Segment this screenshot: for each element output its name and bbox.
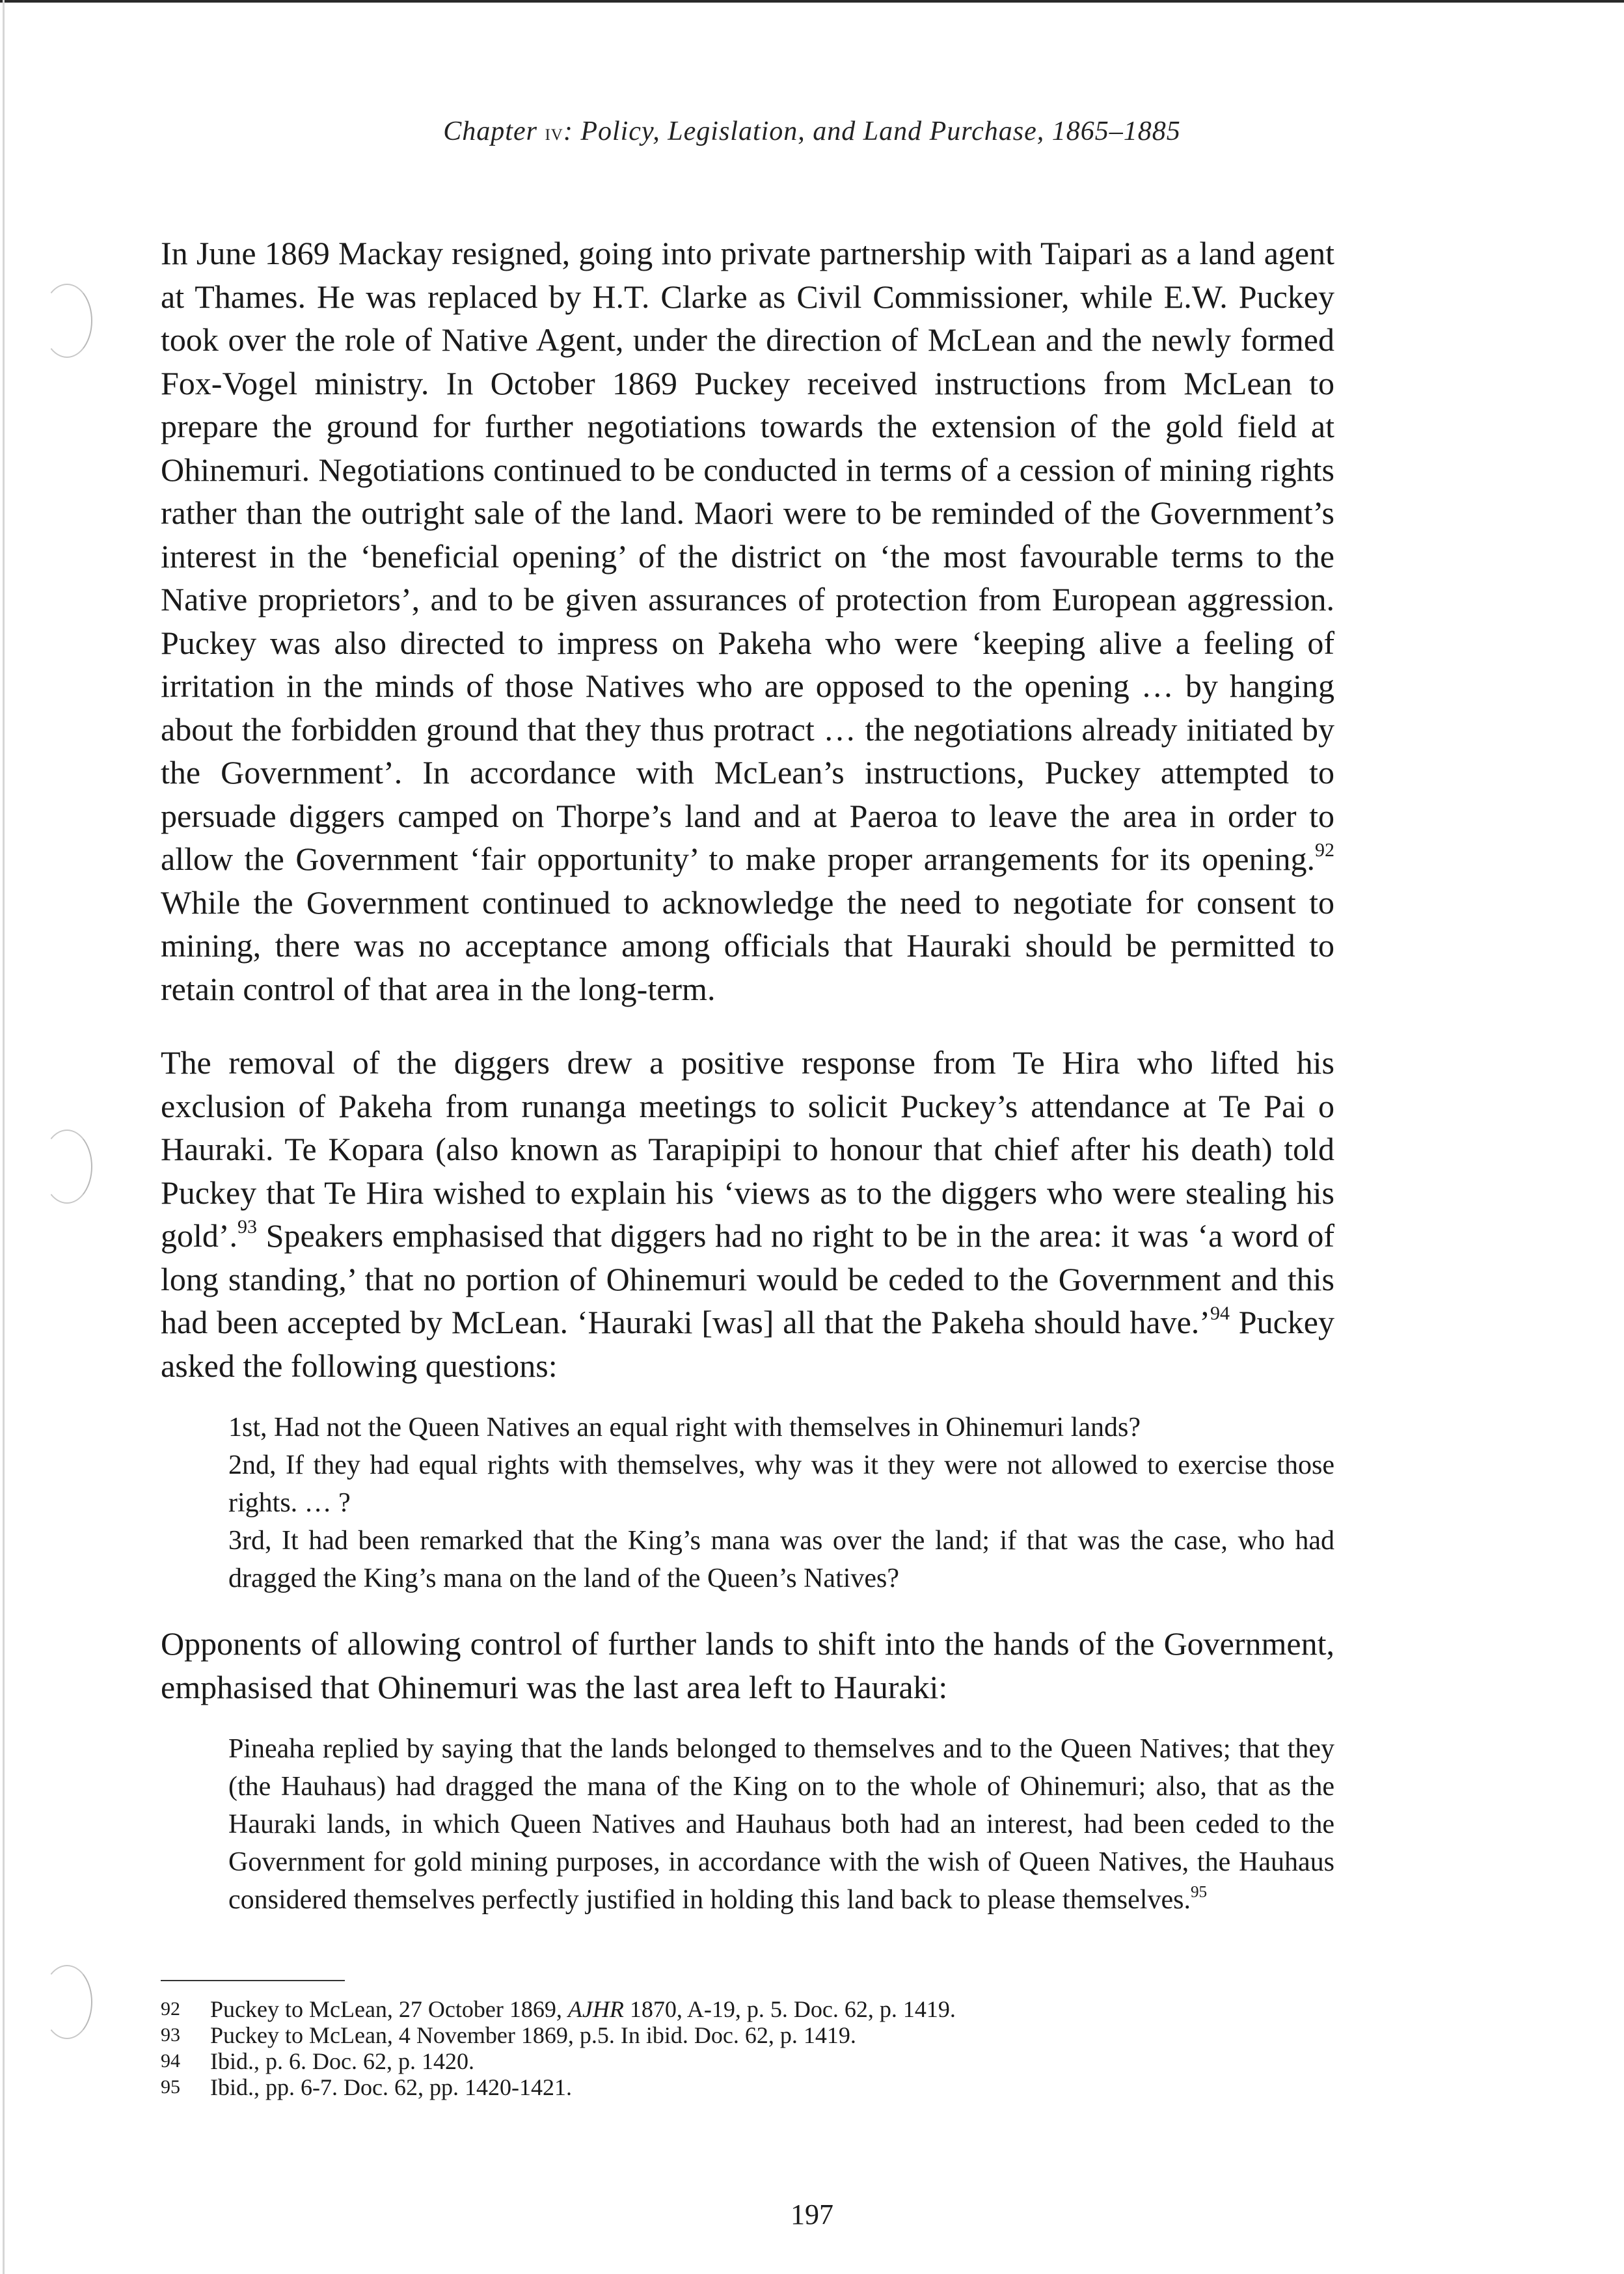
footnote (161, 1996, 1334, 2022)
footnote-ref[interactable]: 93 (237, 1216, 258, 1238)
footnote-ref[interactable]: 92 (1315, 839, 1334, 861)
paragraph-2 (161, 1041, 1334, 1387)
footnote-number: 94 (161, 2050, 180, 2072)
running-header (0, 116, 1624, 147)
quote-line: 2nd, If they had equal rights with themselves, why was it they were not allowed to exercise those rights. … ? (228, 1450, 1334, 1518)
binder-hole-mark (42, 1965, 92, 2039)
footnote-text: Ibid., p. 6. Doc. 62, p. 1420. (210, 2048, 474, 2074)
footnote (161, 2048, 1334, 2074)
footnote-separator (161, 1980, 345, 1981)
paragraph-text: In June 1869 Mackay resigned, going into private partnership with Taipari as a land agent at Thames. He was replaced by H.T. Clarke as Civil Commissioner, while E.W. Puckey took over the role of Native Agent, under the direction of McLean and the newly formed Fox-Vogel ministry. In October 1869 Puckey received instructions from McLean to prepare the ground for further negotiations towards the extension of the gold field at Ohinemuri. Negotiations continued to be conducted in terms of a cession of mining rights rather than the outright sale of the land. Maori were to be reminded of the Government’s interest in the ‘beneficial opening’ of the district on ‘the most favourable terms to the Native proprietors’, and to be given assurances of protection from European aggression. Puckey was also directed to impress on Pakeha who were ‘keeping alive a feeling of irritation in the minds of those Natives who are opposed to the opening … by hanging about the forbidden ground that they thus protract … the negotiations already initiated by the Government’. In accordance with McLean’s instructions, Puckey attempted to persuade diggers camped on Thorpe’s land and at Paeroa to leave the area in order to allow the Government ‘fair opportunity’ to make proper arrangements for its opening. (161, 235, 1334, 877)
footnote-text: Puckey to McLean, 27 October 1869, AJHR 1870, A-19, p. 5. Doc. 62, p. 1419. (210, 1996, 956, 2022)
paragraph-text: While the Government continued to acknowledge the need to negotiate for consent to mining, there was no acceptance among officials that Hauraki should be permitted to retain control of that area in the long-term. (161, 884, 1334, 1007)
paragraph-text: Puckey asked the following questions: (161, 1304, 1334, 1384)
paragraph-1 (161, 232, 1334, 1010)
footnote-ref[interactable]: 95 (1190, 1883, 1208, 1901)
block-quote-pineaha (228, 1730, 1334, 1919)
footnote-number: 93 (161, 2024, 180, 2046)
footnote-number: 95 (161, 2076, 180, 2098)
header-prefix: Chapter (443, 116, 537, 146)
paragraph-3: Opponents of allowing control of further lands to shift into the hands of the Government, emphasised that Ohinemuri was the last area left to Hauraki: (161, 1625, 1334, 1705)
page-number: 197 (791, 2199, 833, 2230)
header-title: : Policy, Legislation, and Land Purchase, 1865–1885 (563, 116, 1181, 146)
binder-hole-mark (42, 284, 92, 358)
footnote (161, 2022, 1334, 2048)
footnote (161, 2074, 1334, 2100)
block-quote-questions (228, 1409, 1334, 1597)
paragraph-text: The removal of the diggers drew a positive response from Te Hira who lifted his exclusion of Pakeha from runanga meetings to solicit Puckey’s attendance at Te Pai o Hauraki. Te Kopara (also known as Tarapipipi to honour that chief after his death) told Puckey that Te Hira wished to explain his ‘views as to the diggers who were stealing his gold’. (161, 1044, 1334, 1254)
quote-line: 1st, Had not the Queen Natives an equal right with themselves in Ohinemuri lands? (228, 1413, 1141, 1442)
footnotes (161, 1996, 1334, 2100)
footnote-number: 92 (161, 1998, 180, 2020)
body-text (161, 232, 1334, 1943)
left-page-edge (3, 0, 5, 2274)
footnote-ref[interactable]: 94 (1210, 1303, 1230, 1324)
paragraph-text: Speakers emphasised that diggers had no right to be in the area: it was ‘a word of long standing,’ that no portion of Ohinemuri would be ceded to the Government and this had been accepted by McLean. ‘Hauraki [was] all that the Pakeha should have.’ (161, 1217, 1334, 1340)
top-edge-rule (0, 0, 1624, 3)
quote-line: 3rd, It had been remarked that the King’s mana was over the land; if that was the case, who had dragged the King’s mana on the land of the Queen’s Natives? (228, 1526, 1334, 1593)
quote-text: Pineaha replied by saying that the lands belonged to themselves and to the Queen Natives; that they (the Hauhaus) had dragged the mana of the King on to the whole of Ohinemuri; also, that as the Hauraki lands, in which Queen Natives and Hauhaus both had an interest, had been ceded to the Government for gold mining purposes, in accordance with the wish of Queen Natives, the Hauhaus considered themselves perfectly justified in holding this land back to please themselves. (228, 1734, 1334, 1915)
footnote-text: Puckey to McLean, 4 November 1869, p.5. In ibid. Doc. 62, p. 1419. (210, 2022, 856, 2048)
header-chapter-numeral: iv (545, 119, 563, 145)
binder-hole-mark (42, 1130, 92, 1204)
footnote-text: Ibid., pp. 6-7. Doc. 62, pp. 1420-1421. (210, 2074, 572, 2100)
